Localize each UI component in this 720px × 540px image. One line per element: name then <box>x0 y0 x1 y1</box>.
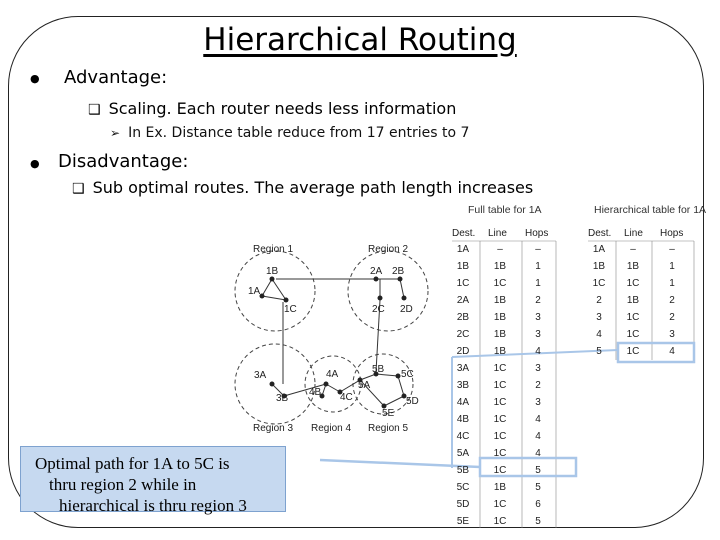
full-table-cell: – <box>535 244 541 255</box>
region-label: Region 1 <box>253 244 294 255</box>
full-table-cell: 4 <box>535 414 541 425</box>
bullet-dot: ● <box>30 157 40 170</box>
full-table-cell: 1B <box>493 261 507 272</box>
hier-table-cell: 2 <box>596 295 602 306</box>
full-table-cell: 3 <box>535 397 541 408</box>
full-table-cell: 1C <box>493 448 507 459</box>
full-table-header: Hops <box>525 228 549 239</box>
checkbox-bullet-icon: ❑ <box>72 181 85 197</box>
full-table-cell: 2 <box>535 380 541 391</box>
full-table-cell: 1B <box>493 295 507 306</box>
router-label: 5B <box>372 364 385 375</box>
full-table-cell: 1B <box>456 261 470 272</box>
full-table-cell: 1C <box>493 516 507 527</box>
hier-table-cell: 1B <box>592 261 606 272</box>
link-lines <box>262 279 404 406</box>
full-table-cell: 1C <box>493 380 507 391</box>
region-label: Region 2 <box>368 244 409 255</box>
full-table-cell: 5A <box>456 448 470 459</box>
full-table-cell: 1C <box>493 278 507 289</box>
router-label: 4B <box>309 387 322 398</box>
slide-title: Hierarchical Routing <box>203 22 517 58</box>
full-table-cell: 1C <box>456 278 470 289</box>
router-label: 4C <box>340 392 353 403</box>
full-table-cell: 1B <box>493 482 507 493</box>
router-label: 2D <box>400 304 413 315</box>
hier-table-title: Hierarchical table for 1A <box>594 204 707 216</box>
hier-table-cell: 2 <box>669 312 675 323</box>
callout-box <box>20 446 286 515</box>
region-2-circle <box>348 251 428 331</box>
full-table-cell: 5E <box>456 516 470 527</box>
full-table-cell: 3 <box>535 329 541 340</box>
full-table-cell: 5 <box>535 482 541 493</box>
hier-table-header: Dest. <box>588 228 612 239</box>
full-table-cell: 1B <box>493 312 507 323</box>
full-table-cell: 4 <box>535 431 541 442</box>
full-table-cell: 1A <box>456 244 470 255</box>
router-label: 5E <box>382 408 395 419</box>
hier-table-cell: 1B <box>626 295 640 306</box>
full-table-cell: 5D <box>456 499 470 510</box>
region-label: Region 3 <box>253 423 294 434</box>
hier-table-cell: 1C <box>626 329 640 340</box>
bullet-advantage: Advantage: <box>64 67 168 88</box>
hier-table-header: Hops <box>660 228 684 239</box>
router-label: 2C <box>372 304 385 315</box>
router-label: 5C <box>401 369 414 380</box>
router-label: 3B <box>276 393 289 404</box>
sub-bullet-scaling-text: Scaling. Each router needs less information <box>108 99 457 118</box>
full-table-cell: 5 <box>535 516 541 527</box>
hier-table-cell: 1C <box>626 346 640 357</box>
hier-table-cell: 1A <box>592 244 606 255</box>
full-table-cell: 1B <box>493 346 507 357</box>
full-table-cell: 1C <box>493 363 507 374</box>
full-table-cell: – <box>497 244 503 255</box>
hier-table-cell: 3 <box>596 312 602 323</box>
node-5C <box>396 374 401 379</box>
full-table-cell: 6 <box>535 499 541 510</box>
hier-table-cell: 1C <box>626 312 640 323</box>
full-table-header: Dest. <box>452 228 476 239</box>
node-4A <box>324 382 329 387</box>
full-table-cell: 3 <box>535 363 541 374</box>
hier-table-cell: 4 <box>596 329 602 340</box>
router-label: 2B <box>392 266 405 277</box>
sub-bullet-suboptimal-text: Sub optimal routes. The average path length increases <box>92 178 534 197</box>
arrow-bullet-icon: ➢ <box>110 126 121 140</box>
hier-table-cell: 1C <box>626 278 640 289</box>
hier-table-cell: 4 <box>669 346 675 357</box>
bullet-disadvantage: Disadvantage: <box>58 151 189 172</box>
full-table-cell: 1 <box>535 278 541 289</box>
router-label: 2A <box>370 266 383 277</box>
full-table-cell: 4A <box>456 397 470 408</box>
router-label: 4A <box>326 369 339 380</box>
hier-table-header: Line <box>624 228 643 239</box>
full-table-cell: 2A <box>456 295 470 306</box>
node-2D <box>402 296 407 301</box>
full-table-cell: 1B <box>493 329 507 340</box>
router-label: 3A <box>254 370 267 381</box>
full-table-title: Full table for 1A <box>468 204 542 216</box>
full-table-cell: 3 <box>535 312 541 323</box>
full-table-cell: 2D <box>456 346 470 357</box>
router-label: 1A <box>248 286 261 297</box>
node-1A <box>260 294 265 299</box>
hier-table-cell: 1B <box>626 261 640 272</box>
callout-line: thru region 2 while in <box>49 475 197 494</box>
router-label: 1B <box>266 266 279 277</box>
full-table-cell: 2 <box>535 295 541 306</box>
callout-line: hierarchical is thru region 3 <box>59 496 247 515</box>
full-table-header: Line <box>488 228 507 239</box>
hier-table-cell: 2 <box>669 295 675 306</box>
hier-table-cell: 5 <box>596 346 602 357</box>
hier-table-cell: 1C <box>592 278 606 289</box>
router-label: 5A <box>358 380 371 391</box>
node-2B <box>398 277 403 282</box>
full-table-cell: 2B <box>456 312 470 323</box>
hier-table-cell: – <box>669 244 675 255</box>
node-1B <box>270 277 275 282</box>
node-3A <box>270 382 275 387</box>
node-2A <box>374 277 379 282</box>
hier-table-cell: 1 <box>669 278 675 289</box>
full-table-cell: 2C <box>456 329 470 340</box>
full-table-cell: 1C <box>493 499 507 510</box>
router-label: 1C <box>284 304 297 315</box>
region-label: Region 5 <box>368 423 409 434</box>
region-3-circle <box>235 344 315 424</box>
region-label: Region 4 <box>311 423 352 434</box>
router-label: 5D <box>406 396 419 407</box>
full-table-cell: 3B <box>456 380 470 391</box>
hier-table-cell: 3 <box>669 329 675 340</box>
full-table-cell: 5B <box>456 465 470 476</box>
full-table-cell: 1C <box>493 431 507 442</box>
full-table-cell: 4 <box>535 346 541 357</box>
full-table-cell: 1C <box>493 465 507 476</box>
full-table-cell: 3A <box>456 363 470 374</box>
hier-table-cell: 1 <box>669 261 675 272</box>
node-2C <box>378 296 383 301</box>
node-1C <box>284 298 289 303</box>
full-table-cell: 4 <box>535 448 541 459</box>
full-table-cell: 1C <box>493 414 507 425</box>
bullet-dot: ● <box>30 72 40 85</box>
full-table-cell: 4B <box>456 414 470 425</box>
full-table-cell: 5C <box>456 482 470 493</box>
full-table-cell: 1C <box>493 397 507 408</box>
full-table-cell: 4C <box>456 431 470 442</box>
full-table-cell: 1 <box>535 261 541 272</box>
callout-line: Optimal path for 1A to 5C is <box>35 454 230 473</box>
sub-sub-bullet-text: In Ex. Distance table reduce from 17 entries to 7 <box>128 125 470 141</box>
checkbox-bullet-icon: ❑ <box>88 102 101 118</box>
region-1-circle <box>235 251 315 331</box>
full-table-cell: 5 <box>535 465 541 476</box>
hier-table-cell: – <box>630 244 636 255</box>
